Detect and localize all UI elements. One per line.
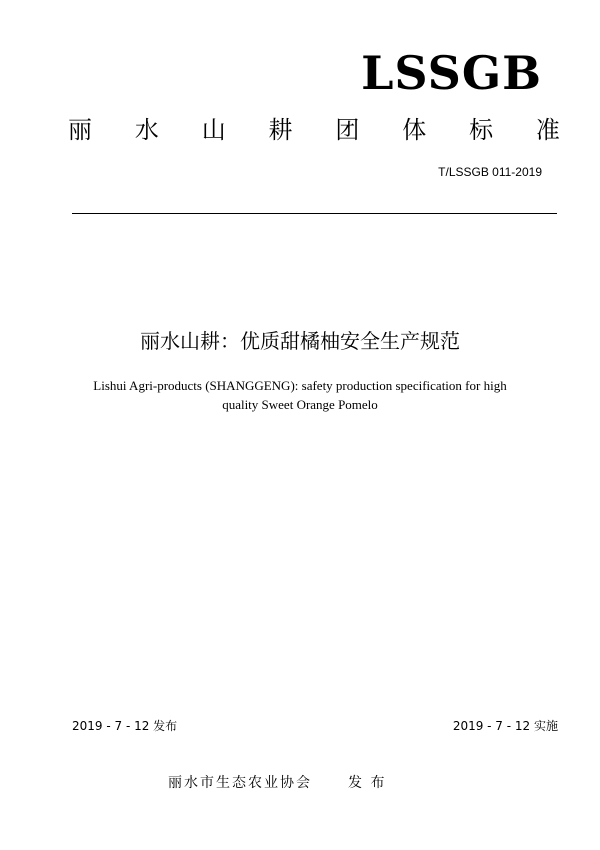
issue-date: 2019 - 7 - 12 发布 (72, 719, 178, 733)
standard-logo: LSSGB (361, 46, 542, 100)
header-divider (72, 213, 557, 214)
document-title-chinese: 丽水山耕：优质甜橘柚安全生产规范 (140, 329, 460, 353)
title-en-line-2: quality Sweet Orange Pomelo (222, 397, 378, 412)
heading-char: 山 (201, 116, 226, 144)
issuer-action: 发 布 (348, 775, 387, 791)
issuing-organization (168, 773, 386, 793)
heading-char: 准 (535, 116, 560, 144)
document-title-english (40, 376, 560, 414)
heading-char: 标 (469, 116, 494, 144)
implementation-date: 2019 - 7 - 12 实施 (452, 719, 558, 733)
heading-char: 丽 (68, 116, 92, 144)
title-en-line-1: Lishui Agri-products (SHANGGENG): safety production specification for high (93, 378, 507, 393)
standard-type-heading (68, 114, 560, 146)
standard-number: T/LSSGB 011-2019 (438, 165, 542, 179)
heading-char: 耕 (268, 116, 293, 144)
heading-char: 水 (134, 116, 159, 144)
heading-char: 团 (335, 116, 360, 144)
issuer-name: 丽水市生态农业协会 (168, 775, 312, 791)
heading-char: 体 (402, 116, 427, 144)
